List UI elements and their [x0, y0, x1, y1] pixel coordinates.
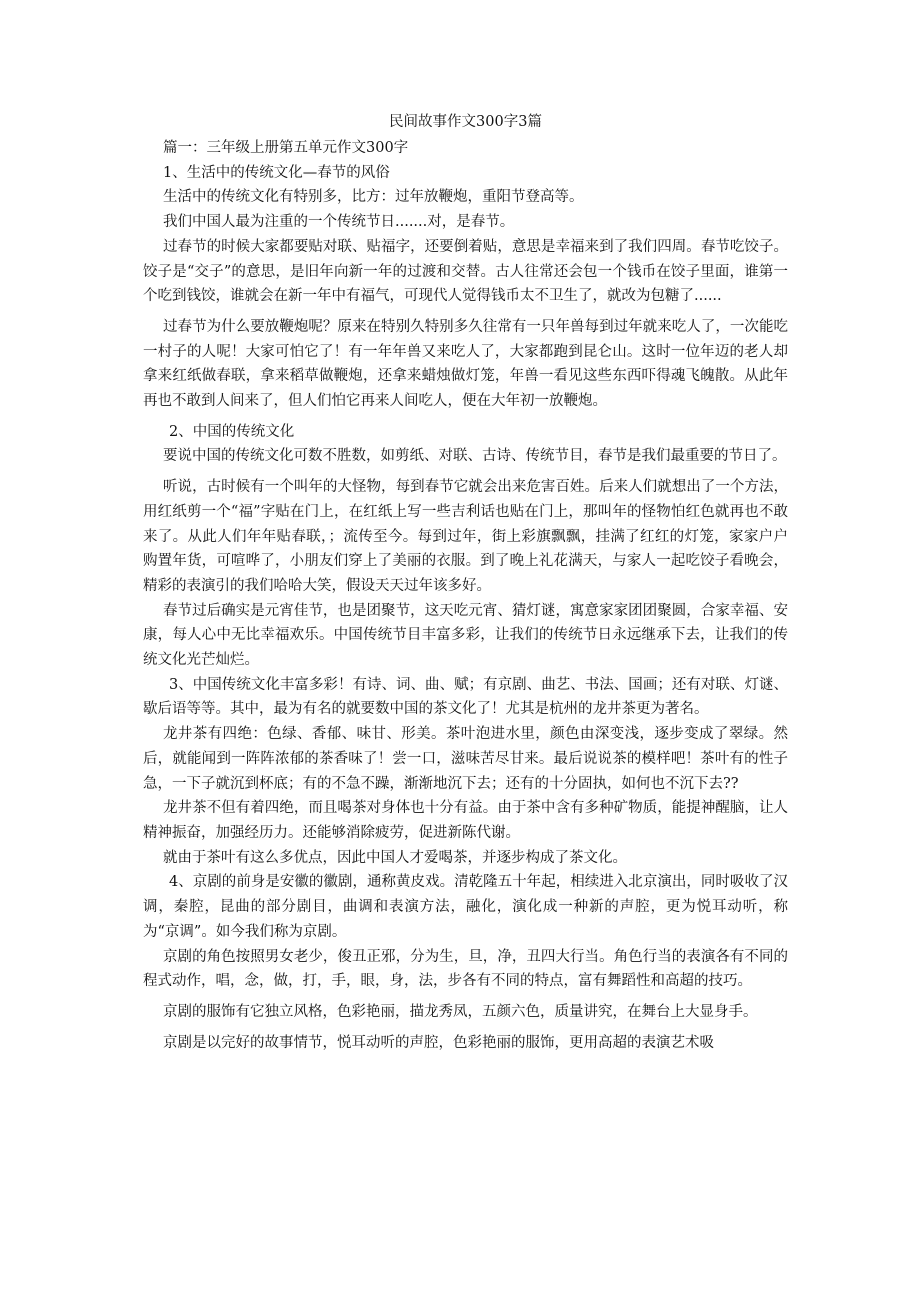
paragraph: 过春节为什么要放鞭炮呢？原来在特别久特别多久往常有一只年兽每到过年就来吃人了，一次能吃一村子的人呢！大家可怕它了！有一年年兽又来吃人了，大家都跑到昆仑山。这时一位年迈的老人却拿来红纸做春联，拿来稻草做鞭炮，还拿来蜡烛做灯笼，年兽一看见这些东西吓得魂飞魄散。从此年再也不敢到人间来了，但人们怕它再来人间吃人，便在大年初一放鞭炮。 — [143, 318, 788, 410]
paragraph: 龙井茶不但有着四绝，而且喝茶对身体也十分有益。由于茶中含有多种矿物质，能提神醒脑，让人精神振奋，加强经历力。还能够消除疲劳，促进新陈代谢。 — [143, 800, 788, 841]
paragraph: 生活中的传统文化有特别多，比方：过年放鞭炮，重阳节登高等。 — [163, 189, 584, 206]
paragraph: 我们中国人最为注重的一个传统节日.......对，是春节。 — [163, 214, 515, 231]
paragraph: 京剧是以完好的故事情节，悦耳动听的声腔，色彩艳丽的服饰，更用高超的表演艺术吸 — [163, 1034, 714, 1051]
paragraph: 京剧的角色按照男女老少，俊丑正邪，分为生，旦，净，丑四大行当。角色行当的表演各有不同的程式动作，唱，念，做，打，手，眼，身，法，步各有不同的特点，富有舞蹈性和高超的技巧。 — [143, 948, 788, 990]
paragraph: 听说，古时候有一个叫年的大怪物，每到春节它就会出来危害百姓。后来人们就想出了一个方法，用红纸剪一个“福”字贴在门上，在红纸上写一些吉利话也贴在门上，那叫年的怪物怕红色就再也不敢来了。从此人们年年贴春联，；流传至今。每到过年，街上彩旗飘飘，挂满了红红的灯笼，家家户户购置年货，可喧哗了，小朋友们穿上了美丽的衣服。到了晚上礼花满天，与家人一起吃饺子看晚会，精彩的表演引的我们哈哈大笑，假设天天过年该多好。 — [143, 479, 788, 594]
document-body — [143, 136, 788, 1055]
paragraph: 就由于茶叶有这么多优点，因此中国人才爱喝茶，并逐步构成了茶文化。 — [163, 849, 627, 866]
paragraph: 3、中国传统文化丰富多彩！有诗、词、曲、赋；有京剧、曲艺、书法、国画；还有对联、灯谜、歇后语等等。其中，最为有名的就要数中国的茶文化了！尤其是杭州的龙井茶更为著名。 — [143, 676, 788, 718]
paragraph: 篇一：三年级上册第五单元作文300字 — [163, 140, 409, 156]
paragraph: 过春节的时候大家都要贴对联、贴福字，还要倒着贴，意思是幸福来到了我们四周。春节吃饺子。饺子是“交子”的意思，是旧年向新一年的过渡和交替。古人往常还会包一个钱币在饺子里面，谁第一个吃到钱饺，谁就会在新一年中有福气，可现代人觉得钱币太不卫生了，就改为包糖了...... — [143, 238, 788, 305]
document-title: 民间故事作文300字3篇 — [389, 114, 542, 130]
paragraph: 龙井茶有四绝：色绿、香郁、味甘、形美。茶叶泡进水里，颜色由深变浅，逐步变成了翠绿。然后，就能闻到一阵阵浓郁的茶香味了！尝一口，滋味苦尽甘来。最后说说茶的模样吧！茶叶有的性子急，一下子就沉到杯底；有的不急不躁，渐渐地沉下去；还有的十分固执，如何也不沉下去?? — [143, 726, 788, 792]
paragraph: 1、生活中的传统文化—春节的风俗 — [163, 164, 390, 181]
paragraph: 4、京剧的前身是安徽的徽剧，通称黄皮戏。清乾隆五十年起，相续进入北京演出，同时吸收了汉调，秦腔，昆曲的部分剧目，曲调和表演方法，融化，演化成一种新的声腔，更为悦耳动听，称为“京调”。如今我们称为京剧。 — [143, 874, 788, 940]
paragraph: 2、中国的传统文化 — [169, 423, 295, 440]
paragraph: 京剧的服饰有它独立风格，色彩艳丽，描龙秀凤，五颜六色，质量讲究，在舞台上大显身手。 — [163, 1003, 758, 1020]
document-page — [143, 110, 788, 1055]
paragraph: 春节过后确实是元宵佳节，也是团聚节，这天吃元宵、猜灯谜，寓意家家团团聚圆，合家幸福、安康，每人心中无比幸福欢乐。中国传统节目丰富多彩，让我们的传统节日永远继承下去，让我们的传统文化光芒灿烂。 — [143, 602, 788, 669]
paragraph: 要说中国的传统文化可数不胜数，如剪纸、对联、古诗、传统节目，春节是我们最重要的节日了。 — [163, 448, 787, 465]
